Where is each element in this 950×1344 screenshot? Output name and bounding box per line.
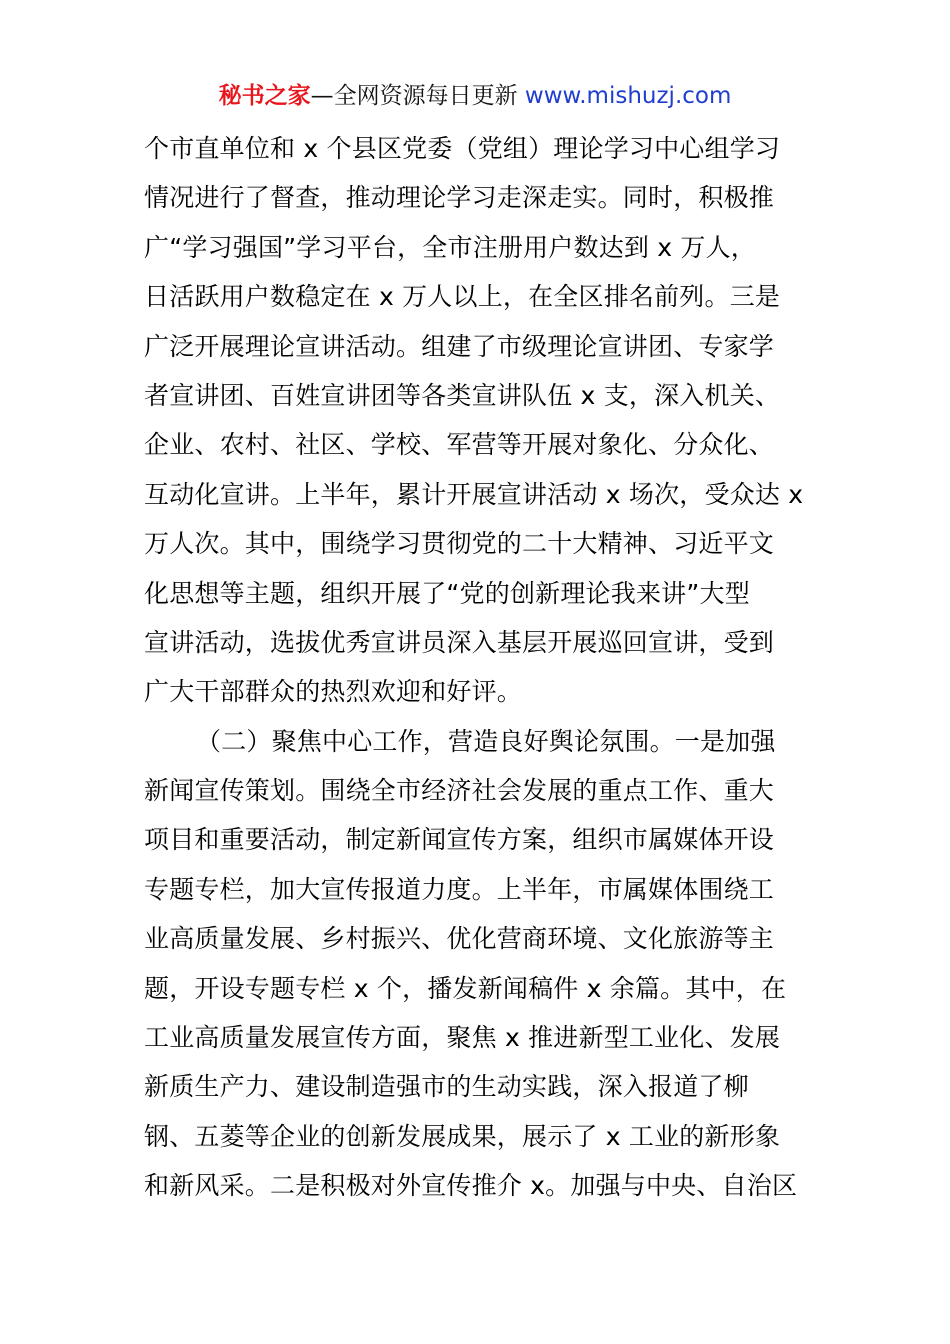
text-line: 者宣讲团、百姓宣讲团等各类宣讲队伍 x 支，深入机关、 <box>144 380 781 410</box>
text-line: 化思想等主题，组织开展了“党的创新理论我来讲”大型 <box>144 578 750 608</box>
text-line: 企业、农村、社区、学校、军营等开展对象化、分众化、 <box>144 430 775 460</box>
text-line: 新质生产力、建设制造强市的生动实践，深入报道了柳 <box>144 1072 749 1102</box>
text-line: 广大干部群众的热烈欢迎和好评。 <box>144 677 523 707</box>
text-line: 和新风采。二是积极对外宣传推介 x。加强与中央、自治区 <box>144 1171 798 1201</box>
document-body <box>144 124 810 1211</box>
text-line: 工业高质量发展宣传方面，聚焦 x 推进新型工业化、发展 <box>144 1023 781 1053</box>
text-line: 日活跃用户数稳定在 x 万人以上，在全区排名前列。三是 <box>144 282 781 312</box>
page-header <box>0 80 950 112</box>
text-line: 情况进行了督查，推动理论学习走深走实。同时，积极推 <box>144 183 775 213</box>
text-line: 题，开设专题专栏 x 个，播发新闻稿件 x 余篇。其中，在 <box>144 973 787 1003</box>
text-line: 业高质量发展、乡村振兴、优化营商环境、文化旅游等主 <box>144 924 775 954</box>
text-line: 互动化宣讲。上半年，累计开展宣讲活动 x 场次，受众达 x <box>144 479 804 509</box>
text-line: 个市直单位和 x 个县区党委（党组）理论学习中心组学习 <box>144 134 781 163</box>
website-link[interactable]: www.mishuzj.com <box>524 83 732 109</box>
brand-name: 秘书之家 <box>218 83 311 109</box>
text-line: 专题专栏，加大宣传报道力度。上半年，市属媒体围绕工 <box>144 874 775 904</box>
text-line: 钢、五菱等企业的创新发展成果，展示了 x 工业的新形象 <box>144 1121 781 1151</box>
paragraph-start-line: （二）聚焦中心工作，营造良好舆论氛围。一是加强 <box>196 726 776 756</box>
text-line: 广“学习强国”学习平台，全市注册用户数达到 x 万人， <box>144 232 756 262</box>
text-line: 宣讲活动，选拔优秀宣讲员深入基层开展巡回宣讲，受到 <box>144 627 775 657</box>
text-line: 项目和重要活动，制定新闻宣传方案，组织市属媒体开设 <box>144 825 775 855</box>
header-tagline: —全网资源每日更新 <box>310 83 518 109</box>
text-line: 万人次。其中，围绕学习贯彻党的二十大精神、习近平文 <box>144 529 775 559</box>
text-line: 新闻宣传策划。围绕全市经济社会发展的重点工作、重大 <box>144 776 775 806</box>
text-line: 广泛开展理论宣讲活动。组建了市级理论宣讲团、专家学 <box>144 331 775 361</box>
